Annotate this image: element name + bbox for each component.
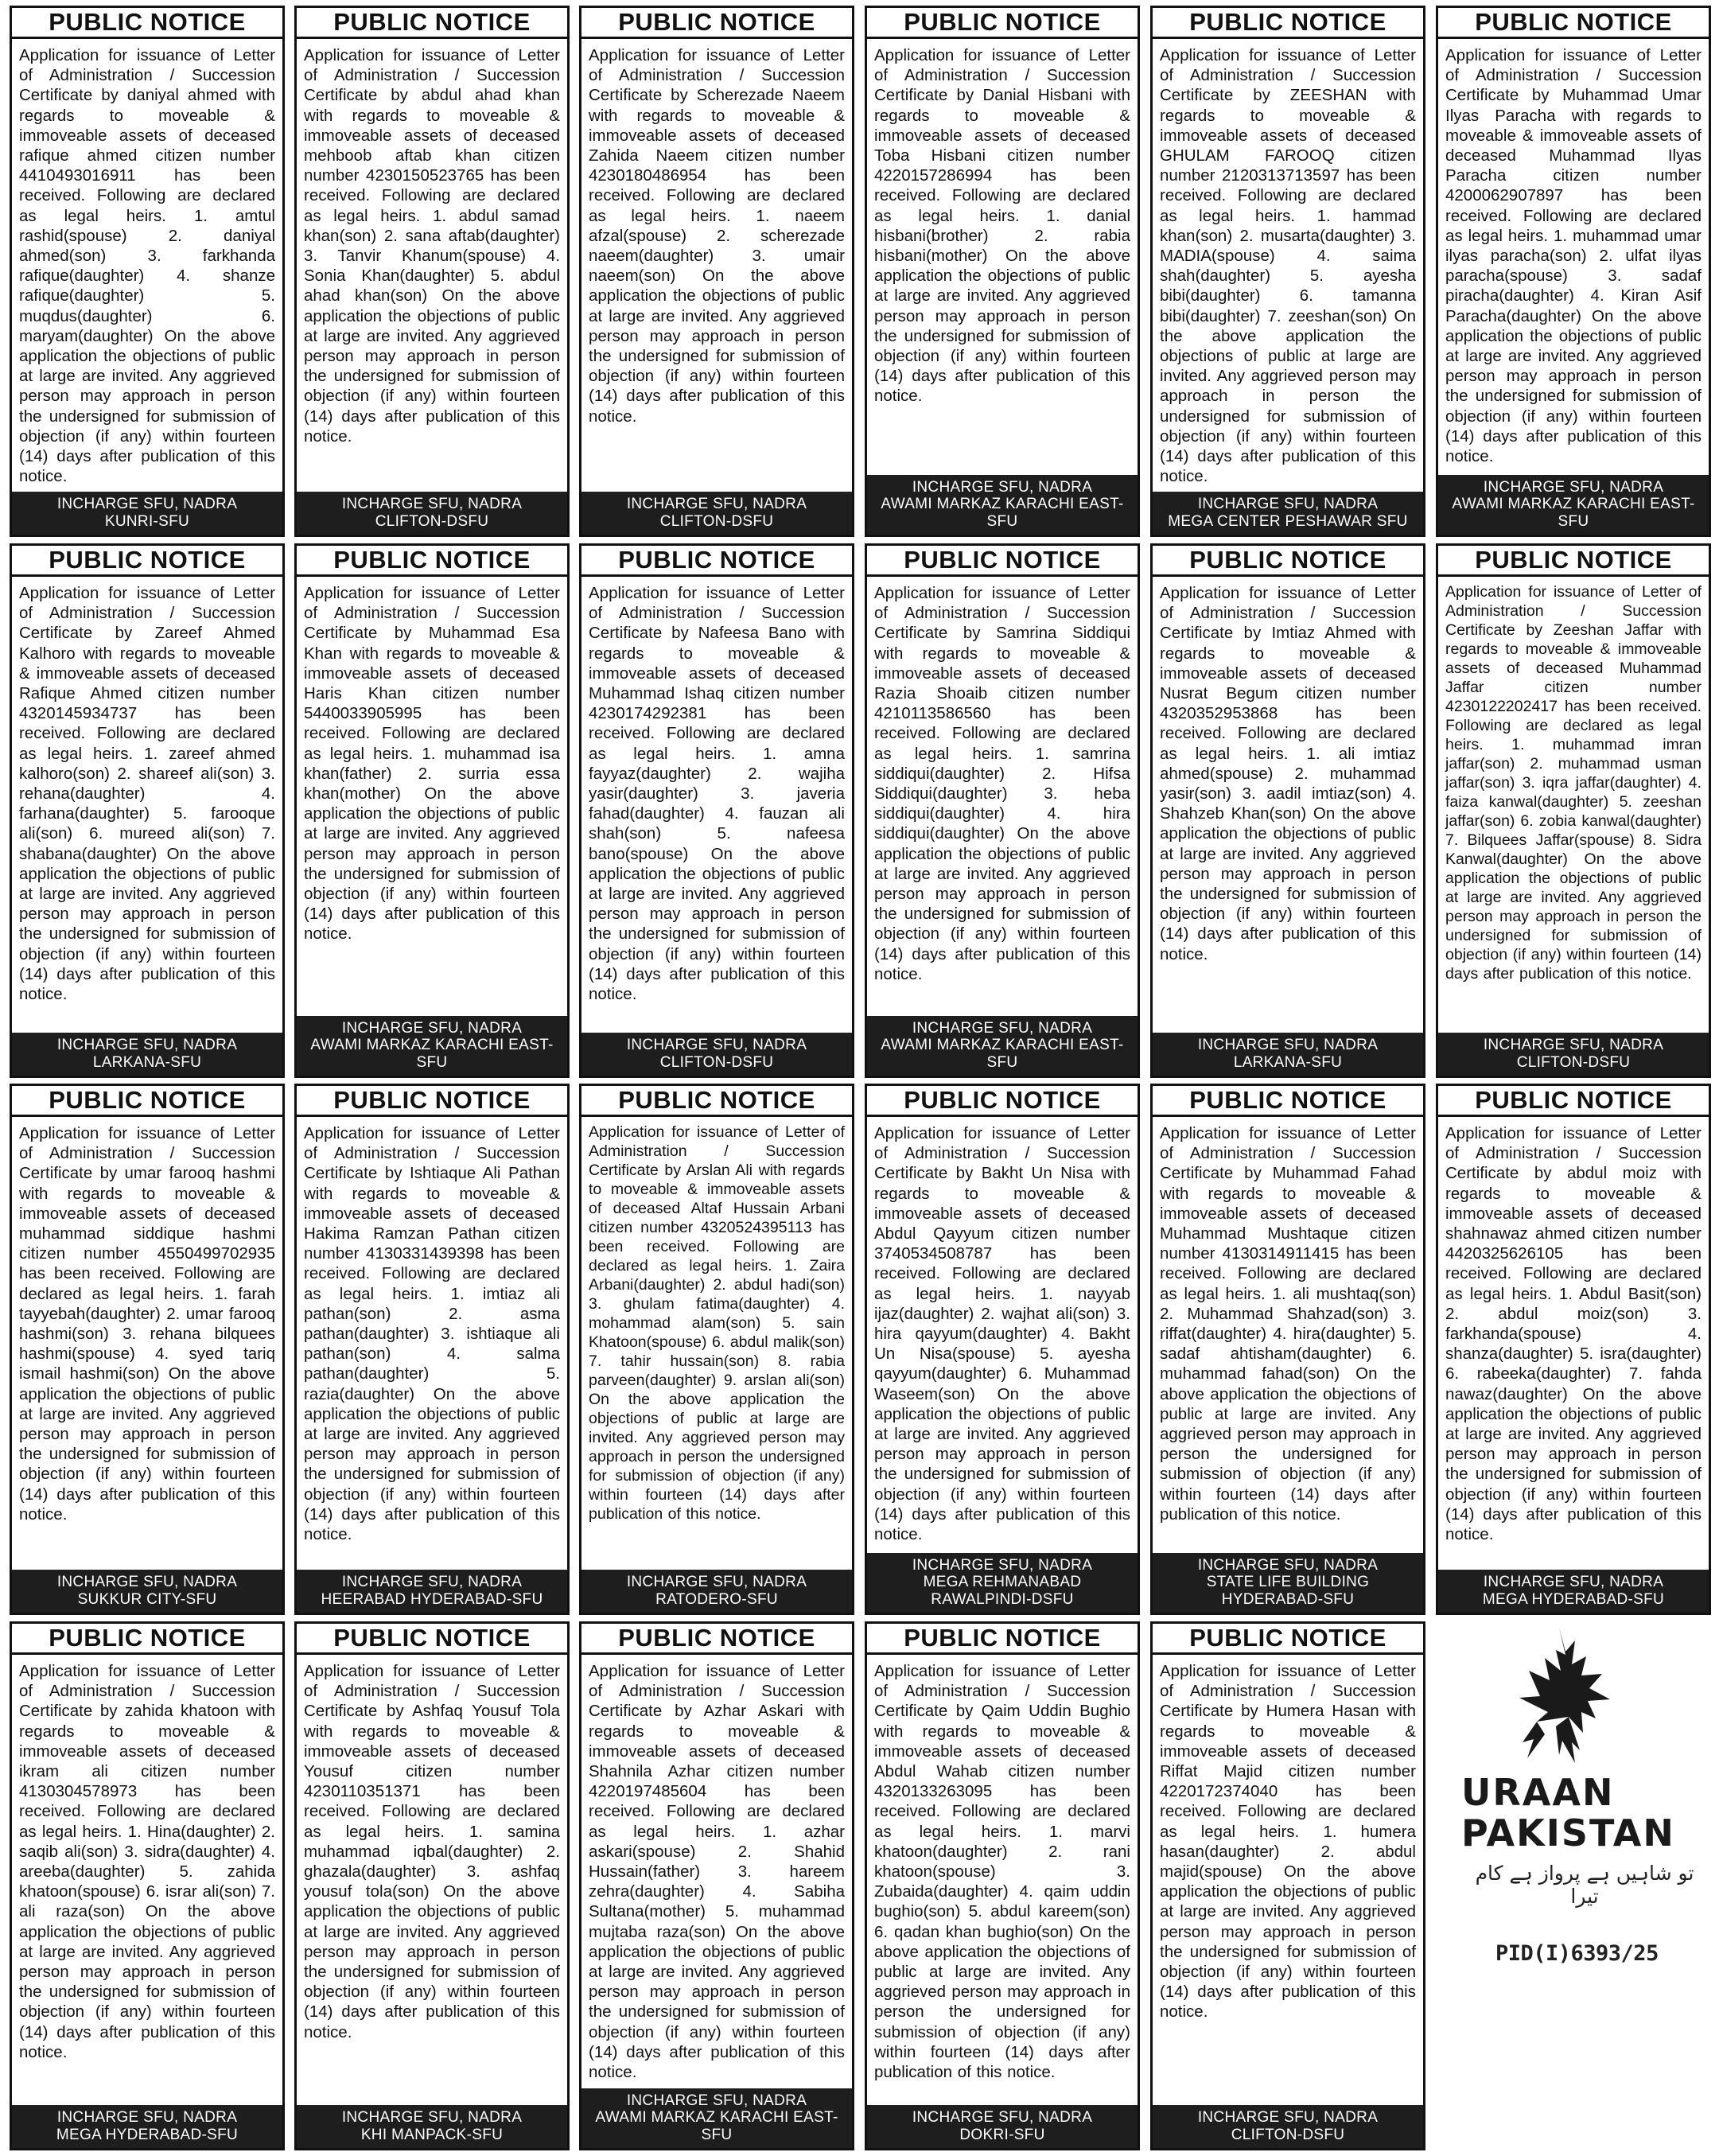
notice-footer: [12, 1570, 282, 1613]
notice-body: Application for issuance of Letter of Administration / Succession Certificate by Scherezade Naeem with regards to moveable & immoveable assets of deceased Zahida Naeem citizen number 4230180486954 has been received. Following are declared as legal heirs. 1. naeem afzal(spouse) 2. scherezade naeem(daughter) 3. umair naeem(son) On the above application the objections of public at large are invited. Any aggrieved person may approach in person the undersigned for submission of objection (if any) within fourteen (14) days after publication of this notice.: [589, 46, 845, 426]
brand-tagline: تو شاہیں ہے پرواز ہے کام تیرا: [1475, 1862, 1694, 1908]
notice-footer: [12, 492, 282, 535]
notice-footer: [12, 2105, 282, 2148]
notice-heading: PUBLIC NOTICE: [867, 8, 1138, 39]
notice-footer: [297, 2105, 567, 2148]
notice-footer-location: STATE LIFE BUILDING HYDERABAD-SFU: [1206, 1574, 1370, 1608]
pid-number: PID(I)6393/25: [1495, 1941, 1659, 1966]
public-notice: [1436, 6, 1711, 537]
uraan-pakistan-logo: [1457, 1623, 1696, 1925]
notice-footer-location: SUKKUR CITY-SFU: [77, 1590, 217, 1608]
notice-footer-office: INCHARGE SFU, NADRA: [56, 2109, 238, 2127]
notice-body: Application for issuance of Letter of Administration / Succession Certificate by Nafeesa Bano with regards to moveable & immoveable assets of deceased Muhammad Ishaq citizen number 4230174292381 has been received. Following are declared as legal heirs. 1. amna fayyaz(daughter) 2. wajiha yasir(daughter) 3. javeria fahad(daughter) 4. fauzan ali shah(son) 5. nafeesa bano(spouse) On the above application the objections of public at large are invited. Any aggrieved person may approach in person the undersigned for submission of objection (if any) within fourteen (14) days after publication of this notice.: [589, 584, 845, 1004]
notice-footer-location: MEGA HYDERABAD-SFU: [1482, 1590, 1665, 1608]
brand-name: [1461, 1773, 1692, 1853]
notice-footer-office: INCHARGE SFU, NADRA: [1483, 1574, 1664, 1591]
brand-line-1: URAAN: [1461, 1771, 1615, 1814]
notice-heading: PUBLIC NOTICE: [1153, 8, 1423, 39]
notice-footer: [1438, 1033, 1709, 1076]
public-notice: [10, 543, 285, 1078]
notice-footer-office: INCHARGE SFU, NADRA: [626, 496, 807, 513]
notice-footer-location: DOKRI-SFU: [959, 2126, 1045, 2143]
notice-footer-office: INCHARGE SFU, NADRA: [56, 1574, 238, 1591]
notice-heading: PUBLIC NOTICE: [297, 1624, 567, 1655]
public-notice: [1150, 6, 1425, 537]
public-notice: [10, 6, 285, 537]
notice-footer: [581, 492, 852, 535]
notice-footer-office: INCHARGE SFU, NADRA: [912, 479, 1093, 496]
notice-body: Application for issuance of Letter of Administration / Succession Certificate by Qaim Uddin Bughio with regards to moveable & immoveable assets of deceased Abdul Wahab citizen number 4320133263095 has been received. Following are declared as legal heirs. 1. marvi khatoon(daughter) 2. rani khatoon(spouse) 3. Zubaida(daughter) 4. qaim uddin bughio(son) 5. abdul kareem(son) 6. qadan khan bughio(son) On the above application the objections of public at large are invited. Any aggrieved person may approach in person the undersigned for submission of objection (if any) within fourteen (14) days after publication of this notice.: [874, 1662, 1130, 2082]
public-notice: [579, 1084, 854, 1615]
notice-body: Application for issuance of Letter of Administration / Succession Certificate by zahida khatoon with regards to moveable & immoveable assets of deceased ikram ali citizen number 4130304578973 has been received. Following are declared as legal heirs. 1. Hina(daughter) 2. saqib ali(son) 3. sidra(daughter) 4. areeba(daughter) 5. zahida khatoon(spouse) 6. israr ali(son) 7. ali raza(son) On the above application the objections of public at large are invited. Any aggrieved person may approach in person the undersigned for submission of objection (if any) within fourteen (14) days after publication of this notice.: [19, 1662, 275, 2061]
notice-footer-office: INCHARGE SFU, NADRA: [1197, 1557, 1379, 1574]
notice-footer-location: KHI MANPACK-SFU: [360, 2126, 504, 2143]
notice-footer-office: INCHARGE SFU, NADRA: [912, 1557, 1093, 1574]
notice-heading: PUBLIC NOTICE: [1153, 1086, 1423, 1117]
notice-footer-office: INCHARGE SFU, NADRA: [626, 2092, 807, 2110]
public-notice: [294, 6, 570, 537]
notice-footer-office: INCHARGE SFU, NADRA: [1483, 1037, 1664, 1054]
notice-footer-location: LARKANA-SFU: [92, 1053, 202, 1071]
public-notice: [1436, 543, 1711, 1078]
notice-footer-location: CLIFTON-DSFU: [375, 512, 489, 530]
brand-line-2: PAKISTAN: [1461, 1811, 1675, 1854]
notice-footer-office: INCHARGE SFU, NADRA: [1483, 479, 1664, 496]
notice-body: Application for issuance of Letter of Administration / Succession Certificate by Arslan Ali with regards to moveable & immoveable assets of deceased Altaf Hussain Arbani citizen number 4320524395113 has been received. Following are declared as legal heirs. 1. Zaira Arbani(daughter) 2. abdul hadi(son) 3. ghulam fatima(daughter) 4. mohammad alam(son) 5. sain Khatoon(spouse) 6. abdul malik(son) 7. tahir hussain(son) 8. rabia parveen(daughter) 9. arslan ali(son) On the above application the objections of public at large are invited. Any aggrieved person may approach in person the undersigned for submission of objection (if any) within fourteen (14) days after publication of this notice.: [589, 1123, 845, 1523]
notice-footer-office: INCHARGE SFU, NADRA: [1197, 1037, 1379, 1054]
notice-heading: PUBLIC NOTICE: [867, 1624, 1138, 1655]
public-notice: [865, 6, 1140, 537]
notice-body: Application for issuance of Letter of Administration / Succession Certificate by Muhammad Umar Ilyas Paracha with regards to moveable & immoveable assets of deceased Muhammad Ilyas Paracha citizen number 4200062907897 has been received. Following are declared as legal heirs. 1. muhammad umar ilyas paracha(son) 2. ulfat ilyas paracha(spouse) 3. sadaf piracha(daughter) 4. Kiran Asif Paracha(daughter) On the above application the objections of public at large are invited. Any aggrieved person may approach in person the undersigned for submission of objection (if any) within fourteen (14) days after publication of this notice.: [1445, 46, 1701, 466]
notice-footer: [867, 1553, 1138, 1613]
notice-footer-location: CLIFTON-DSFU: [659, 512, 774, 530]
notice-footer: [581, 1570, 852, 1613]
notice-body: Application for issuance of Letter of Administration / Succession Certificate by Imtiaz Ahmed with regards to moveable & immoveable assets of deceased Nusrat Begum citizen number 4320352953868 has been received. Following are declared as legal heirs. 1. ali imtiaz ahmed(spouse) 2. muhammad yasir(son) 3. aadil imtiaz(son) 4. Shahzeb Khan(son) On the above application the objections of public at large are invited. Any aggrieved person may approach in person the undersigned for submission of objection (if any) within fourteen (14) days after publication of this notice.: [1160, 584, 1416, 963]
notice-footer-location: KUNRI-SFU: [104, 512, 190, 530]
public-notice: [579, 543, 854, 1078]
notice-footer-office: INCHARGE SFU, NADRA: [56, 496, 238, 513]
public-notice: [865, 1084, 1140, 1615]
notice-footer-office: INCHARGE SFU, NADRA: [912, 2109, 1093, 2127]
notice-footer-office: INCHARGE SFU, NADRA: [341, 2109, 523, 2127]
notice-body: Application for issuance of Letter of Administration / Succession Certificate by umar farooq hashmi with regards to moveable & immoveable assets of deceased muhammad siddique hashmi citizen number 4550499702935 has been received. Following are declared as legal heirs. 1. farah tayyebah(daughter) 2. umar farooq hashmi(son) 3. rehana bilquees hashmi(spouse) 4. syed tariq ismail hashmi(son) On the above application the objections of public at large are invited. Any aggrieved person may approach in person the undersigned for submission of objection (if any) within fourteen (14) days after publication of this notice.: [19, 1124, 275, 1524]
notice-heading: PUBLIC NOTICE: [12, 8, 282, 39]
notice-footer-office: INCHARGE SFU, NADRA: [626, 1574, 807, 1591]
public-notice: [10, 1084, 285, 1615]
notice-heading: PUBLIC NOTICE: [1438, 8, 1709, 39]
notice-body: Application for issuance of Letter of Administration / Succession Certificate by Humera Hasan with regards to moveable & immoveable assets of deceased Riffat Majid citizen number 4220172374040 has been received. Following are declared as legal heirs. 1. humera hasan(daughter) 2. abdul majid(spouse) On the above application the objections of public at large are invited. Any aggrieved person may approach in person the undersigned for submission of objection (if any) within fourteen (14) days after publication of this notice.: [1160, 1662, 1416, 2022]
notice-footer: [867, 1016, 1138, 1076]
notice-body: Application for issuance of Letter of Administration / Succession Certificate by Zareef Ahmed Kalhoro with regards to moveable & immoveable assets of deceased Rafique Ahmed citizen number 4320145934737 has been received. Following are declared as legal heirs. 1. zareef ahmed kalhoro(son) 2. shareef ali(son) 3. rehana(daughter) 4. farhana(daughter) 5. farooque ali(son) 6. mureed ali(son) 7. shabana(daughter) On the above application the objections of public at large are invited. Any aggrieved person may approach in person the undersigned for submission of objection (if any) within fourteen (14) days after publication of this notice.: [19, 584, 275, 1004]
notice-body: Application for issuance of Letter of Administration / Succession Certificate by Muhammad Esa Khan with regards to moveable & immoveable assets of deceased Haris Khan citizen number 5440033905995 has been received. Following are declared as legal heirs. 1. muhammad isa khan(father) 2. surria essa khan(mother) On the above application the objections of public at large are invited. Any aggrieved person may approach in person the undersigned for submission of objection (if any) within fourteen (14) days after publication of this notice.: [304, 584, 560, 944]
notice-body: Application for issuance of Letter of Administration / Succession Certificate by Samrina Siddiqui with regards to moveable & immoveable assets of deceased Razia Shoaib citizen number 4210113586560 has been received. Following are declared as legal heirs. 1. samrina siddiqui(daughter) 2. Hifsa Siddiqui(daughter) 3. heba siddiqui(daughter) 4. hira siddiqui(daughter) On the above application the objections of public at large are invited. Any aggrieved person may approach in person the undersigned for submission of objection (if any) within fourteen (14) days after publication of this notice.: [874, 584, 1130, 983]
notice-footer-office: INCHARGE SFU, NADRA: [1197, 496, 1379, 513]
notice-heading: PUBLIC NOTICE: [1153, 546, 1423, 577]
notice-body: Application for issuance of Letter of Administration / Succession Certificate by Zeeshan Jaffar with regards to moveable & immoveable assets of deceased Muhammad Jaffar citizen number 4230122202417 has been received. Following are declared as legal heirs. 1. muhammad imran jaffar(son) 2. muhammad usman jaffar(son) 3. iqra jaffar(daughter) 4. faiza kanwal(daughter) 5. zeeshan jaffar(son) 6. zobia kanwal(daughter) 7. Bilquees Jaffar(spouse) 8. Sidra Kanwal(daughter) On the above application the objections of public at large are invited. Any aggrieved person may approach in person the undersigned for submission of objection (if any) within fourteen (14) days after publication of this notice.: [1445, 583, 1701, 983]
notice-heading: PUBLIC NOTICE: [581, 1624, 852, 1655]
notice-footer: [1153, 1553, 1423, 1613]
notice-footer-office: INCHARGE SFU, NADRA: [626, 1037, 807, 1054]
notice-footer-location: AWAMI MARKAZ KARACHI EAST-SFU: [310, 1037, 554, 1071]
notice-heading: PUBLIC NOTICE: [581, 1086, 852, 1117]
notice-footer-location: CLIFTON-DSFU: [1231, 2126, 1345, 2143]
notice-body: Application for issuance of Letter of Administration / Succession Certificate by ZEESHAN with regards to moveable & immoveable assets of deceased GHULAM FAROOQ citizen number 2120313713597 has been received. Following are declared as legal heirs. 1. hammad khan(son) 2. musarta(daughter) 3. MADIA(spouse) 4. saima shah(daughter) 5. ayesha bibi(daughter) 6. tamanna bibi(daughter) 7. zeeshan(son) On the above application the objections of public at large are invited. Any aggrieved person may approach in person the undersigned for submission of objection (if any) within fourteen (14) days after publication of this notice.: [1160, 46, 1416, 486]
notice-heading: PUBLIC NOTICE: [581, 8, 852, 39]
notice-heading: PUBLIC NOTICE: [12, 1624, 282, 1655]
notice-footer-location: CLIFTON-DSFU: [659, 1053, 774, 1071]
notice-heading: PUBLIC NOTICE: [297, 8, 567, 39]
notice-footer: [1438, 475, 1709, 535]
notice-footer-location: CLIFTON-DSFU: [1516, 1053, 1631, 1071]
notice-body: Application for issuance of Letter of Administration / Succession Certificate by Bakht Un Nisa with regards to moveable & immoveable assets of deceased Abdul Qayyum citizen number 3740534508787 has been received. Following are declared as legal heirs. 1. nayyab ijaz(daughter) 2. wajhat ali(son) 3. hira qayyum(daughter) 4. Bakht Un Nisa(spouse) 5. ayesha qayyum(daughter) 6. Muhammad Waseem(son) On the above application the objections of public at large are invited. Any aggrieved person may approach in person the undersigned for submission of objection (if any) within fourteen (14) days after publication of this notice.: [874, 1124, 1130, 1544]
notice-footer-location: AWAMI MARKAZ KARACHI EAST-SFU: [1452, 496, 1695, 530]
notice-footer-office: INCHARGE SFU, NADRA: [341, 1020, 523, 1037]
notice-footer: [1438, 1570, 1709, 1613]
notice-footer-location: AWAMI MARKAZ KARACHI EAST-SFU: [881, 1037, 1124, 1071]
notice-footer-location: AWAMI MARKAZ KARACHI EAST-SFU: [595, 2109, 838, 2143]
notice-footer: [12, 1033, 282, 1076]
public-notice: [294, 1621, 570, 2150]
notice-heading: PUBLIC NOTICE: [12, 1086, 282, 1117]
public-notice: [1150, 1621, 1425, 2150]
notice-heading: PUBLIC NOTICE: [867, 1086, 1138, 1117]
notice-footer-office: INCHARGE SFU, NADRA: [912, 1020, 1093, 1037]
notice-footer-location: MEGA REHMANABAD RAWALPINDI-DSFU: [923, 1574, 1082, 1608]
notice-footer-office: INCHARGE SFU, NADRA: [341, 1574, 523, 1591]
notice-body: Application for issuance of Letter of Administration / Succession Certificate by daniyal ahmed with regards to moveable & immoveable assets of deceased rafique ahmed citizen number 4410493016911 has been received. Following are declared as legal heirs. 1. amtul rashid(spouse) 2. daniyal ahmed(son) 3. farkhanda rafique(daughter) 4. shanze rafique(daughter) 5. muqdus(daughter) 6. maryam(daughter) On the above application the objections of public at large are invited. Any aggrieved person may approach in person the undersigned for submission of objection (if any) within fourteen (14) days after publication of this notice.: [19, 46, 275, 486]
public-notice: [1150, 543, 1425, 1078]
notice-footer: [581, 2088, 852, 2148]
notice-footer: [297, 492, 567, 535]
notice-footer: [1153, 492, 1423, 535]
notice-heading: PUBLIC NOTICE: [581, 546, 852, 577]
public-notice: [579, 1621, 854, 2150]
notice-heading: PUBLIC NOTICE: [1153, 1624, 1423, 1655]
notice-body: Application for issuance of Letter of Administration / Succession Certificate by Muhammad Fahad with regards to moveable & immoveable assets of deceased Muhammad Mushtaque citizen number 4130314911415 has been received. Following are declared as legal heirs. 1. ali mushtaq(son) 2. Muhammad Shahzad(son) 3. riffat(daughter) 4. hira(daughter) 5. sadaf ahtisham(daughter) 6. muhammad fahad(son) On the above application the objections of public at large are invited. Any aggrieved person may approach in person the undersigned for submission of objection (if any) within fourteen (14) days after publication of this notice.: [1160, 1124, 1416, 1524]
notice-footer-location: HEERABAD HYDERABAD-SFU: [321, 1590, 543, 1608]
public-notice: [294, 543, 570, 1078]
public-notice: [10, 1621, 285, 2150]
notice-footer: [297, 1570, 567, 1613]
notice-footer: [1153, 1033, 1423, 1076]
notice-body: Application for issuance of Letter of Administration / Succession Certificate by Azhar Askari with regards to moveable & immoveable assets of deceased Shahnila Azhar citizen number 4220197485604 has been received. Following are declared as legal heirs. 1. azhar askari(spouse) 2. Shahid Hussain(father) 3. hareem zehra(daughter) 4. Sabiha Sultana(mother) 5. muhammad mujtaba raza(son) On the above application the objections of public at large are invited. Any aggrieved person may approach in person the undersigned for submission of objection (if any) within fourteen (14) days after publication of this notice.: [589, 1662, 845, 2082]
notice-heading: PUBLIC NOTICE: [1438, 1086, 1709, 1117]
public-notice: [1150, 1084, 1425, 1615]
public-notice: [1436, 1084, 1711, 1615]
notice-body: Application for issuance of Letter of Administration / Succession Certificate by Ishtiaque Ali Pathan with regards to moveable & immoveable assets of deceased Hakima Ramzan Pathan citizen number 4130331439398 has been received. Following are declared as legal heirs. 1. imtiaz ali pathan(son) 2. asma pathan(daughter) 3. ishtiaque ali pathan(son) 4. salma pathan(daughter) 5. razia(daughter) On the above application the objections of public at large are invited. Any aggrieved person may approach in person the undersigned for submission of objection (if any) within fourteen (14) days after publication of this notice.: [304, 1124, 560, 1544]
notice-body: Application for issuance of Letter of Administration / Succession Certificate by Danial Hisbani with regards to moveable & immoveable assets of deceased Toba Hisbani citizen number 4220157286994 has been received. Following are declared as legal heirs. 1. danial hisbani(brother) 2. rabia hisbani(mother) On the above application the objections of public at large are invited. Any aggrieved person may approach in person the undersigned for submission of objection (if any) within fourteen (14) days after publication of this notice.: [874, 46, 1130, 406]
notice-body: Application for issuance of Letter of Administration / Succession Certificate by abdul moiz with regards to moveable & immoveable assets of deceased shahnawaz ahmed citizen number 4420325626105 has been received. Following are declared as legal heirs. 1. Abdul Basit(son) 2. abdul moiz(son) 3. farkhanda(spouse) 4. shanza(daughter) 5. isra(daughter) 6. rabeeka(daughter) 7. fahda nawaz(daughter) On the above application the objections of public at large are invited. Any aggrieved person may approach in person the undersigned for submission of objection (if any) within fourteen (14) days after publication of this notice.: [1445, 1124, 1701, 1544]
public-notice: [865, 1621, 1140, 2150]
notice-footer-office: INCHARGE SFU, NADRA: [56, 1037, 238, 1054]
notice-footer: [1153, 2105, 1423, 2148]
notice-heading: PUBLIC NOTICE: [12, 546, 282, 577]
notice-heading: PUBLIC NOTICE: [867, 546, 1138, 577]
notice-body: Application for issuance of Letter of Administration / Succession Certificate by abdul ahad khan with regards to moveable & immoveable assets of deceased mehboob aftab khan citizen number 4230150523765 has been received. Following are declared as legal heirs. 1. abdul samad khan(son) 2. sana aftab(daughter) 3. Tanvir Khanum(spouse) 4. Sonia Khan(daughter) 5. abdul ahad khan(son) On the above application the objections of public at large are invited. Any aggrieved person may approach in person the undersigned for submission of objection (if any) within fourteen (14) days after publication of this notice.: [304, 46, 560, 446]
notice-footer-location: AWAMI MARKAZ KARACHI EAST-SFU: [881, 496, 1124, 530]
notice-footer-location: RATODERO-SFU: [655, 1590, 778, 1608]
public-notice: [294, 1084, 570, 1615]
notice-footer: [297, 1016, 567, 1076]
notice-footer: [581, 1033, 852, 1076]
public-notice: [865, 543, 1140, 1078]
eagle-icon: [1513, 1623, 1616, 1766]
notice-body: Application for issuance of Letter of Administration / Succession Certificate by Ashfaq Yousuf Tola with regards to moveable & immoveable assets of deceased Yousuf citizen number 4230110351371 has been received. Following are declared as legal heirs. 1. samina muhammad iqbal(daughter) 2. ghazala(daughter) 3. ashfaq yousuf tola(son) On the above application the objections of public at large are invited. Any aggrieved person may approach in person the undersigned for submission of objection (if any) within fourteen (14) days after publication of this notice.: [304, 1662, 560, 2041]
notice-heading: PUBLIC NOTICE: [1438, 546, 1709, 577]
notice-footer-location: LARKANA-SFU: [1233, 1053, 1343, 1071]
public-notice: [579, 6, 854, 537]
notice-footer-location: MEGA HYDERABAD-SFU: [56, 2126, 239, 2143]
notice-footer-location: MEGA CENTER PESHAWAR SFU: [1168, 512, 1408, 530]
notice-heading: PUBLIC NOTICE: [297, 546, 567, 577]
notice-footer: [867, 2105, 1138, 2148]
notice-heading: PUBLIC NOTICE: [297, 1086, 567, 1117]
notice-footer-office: INCHARGE SFU, NADRA: [341, 496, 523, 513]
notice-footer-office: INCHARGE SFU, NADRA: [1197, 2109, 1379, 2127]
notice-footer: [867, 475, 1138, 535]
